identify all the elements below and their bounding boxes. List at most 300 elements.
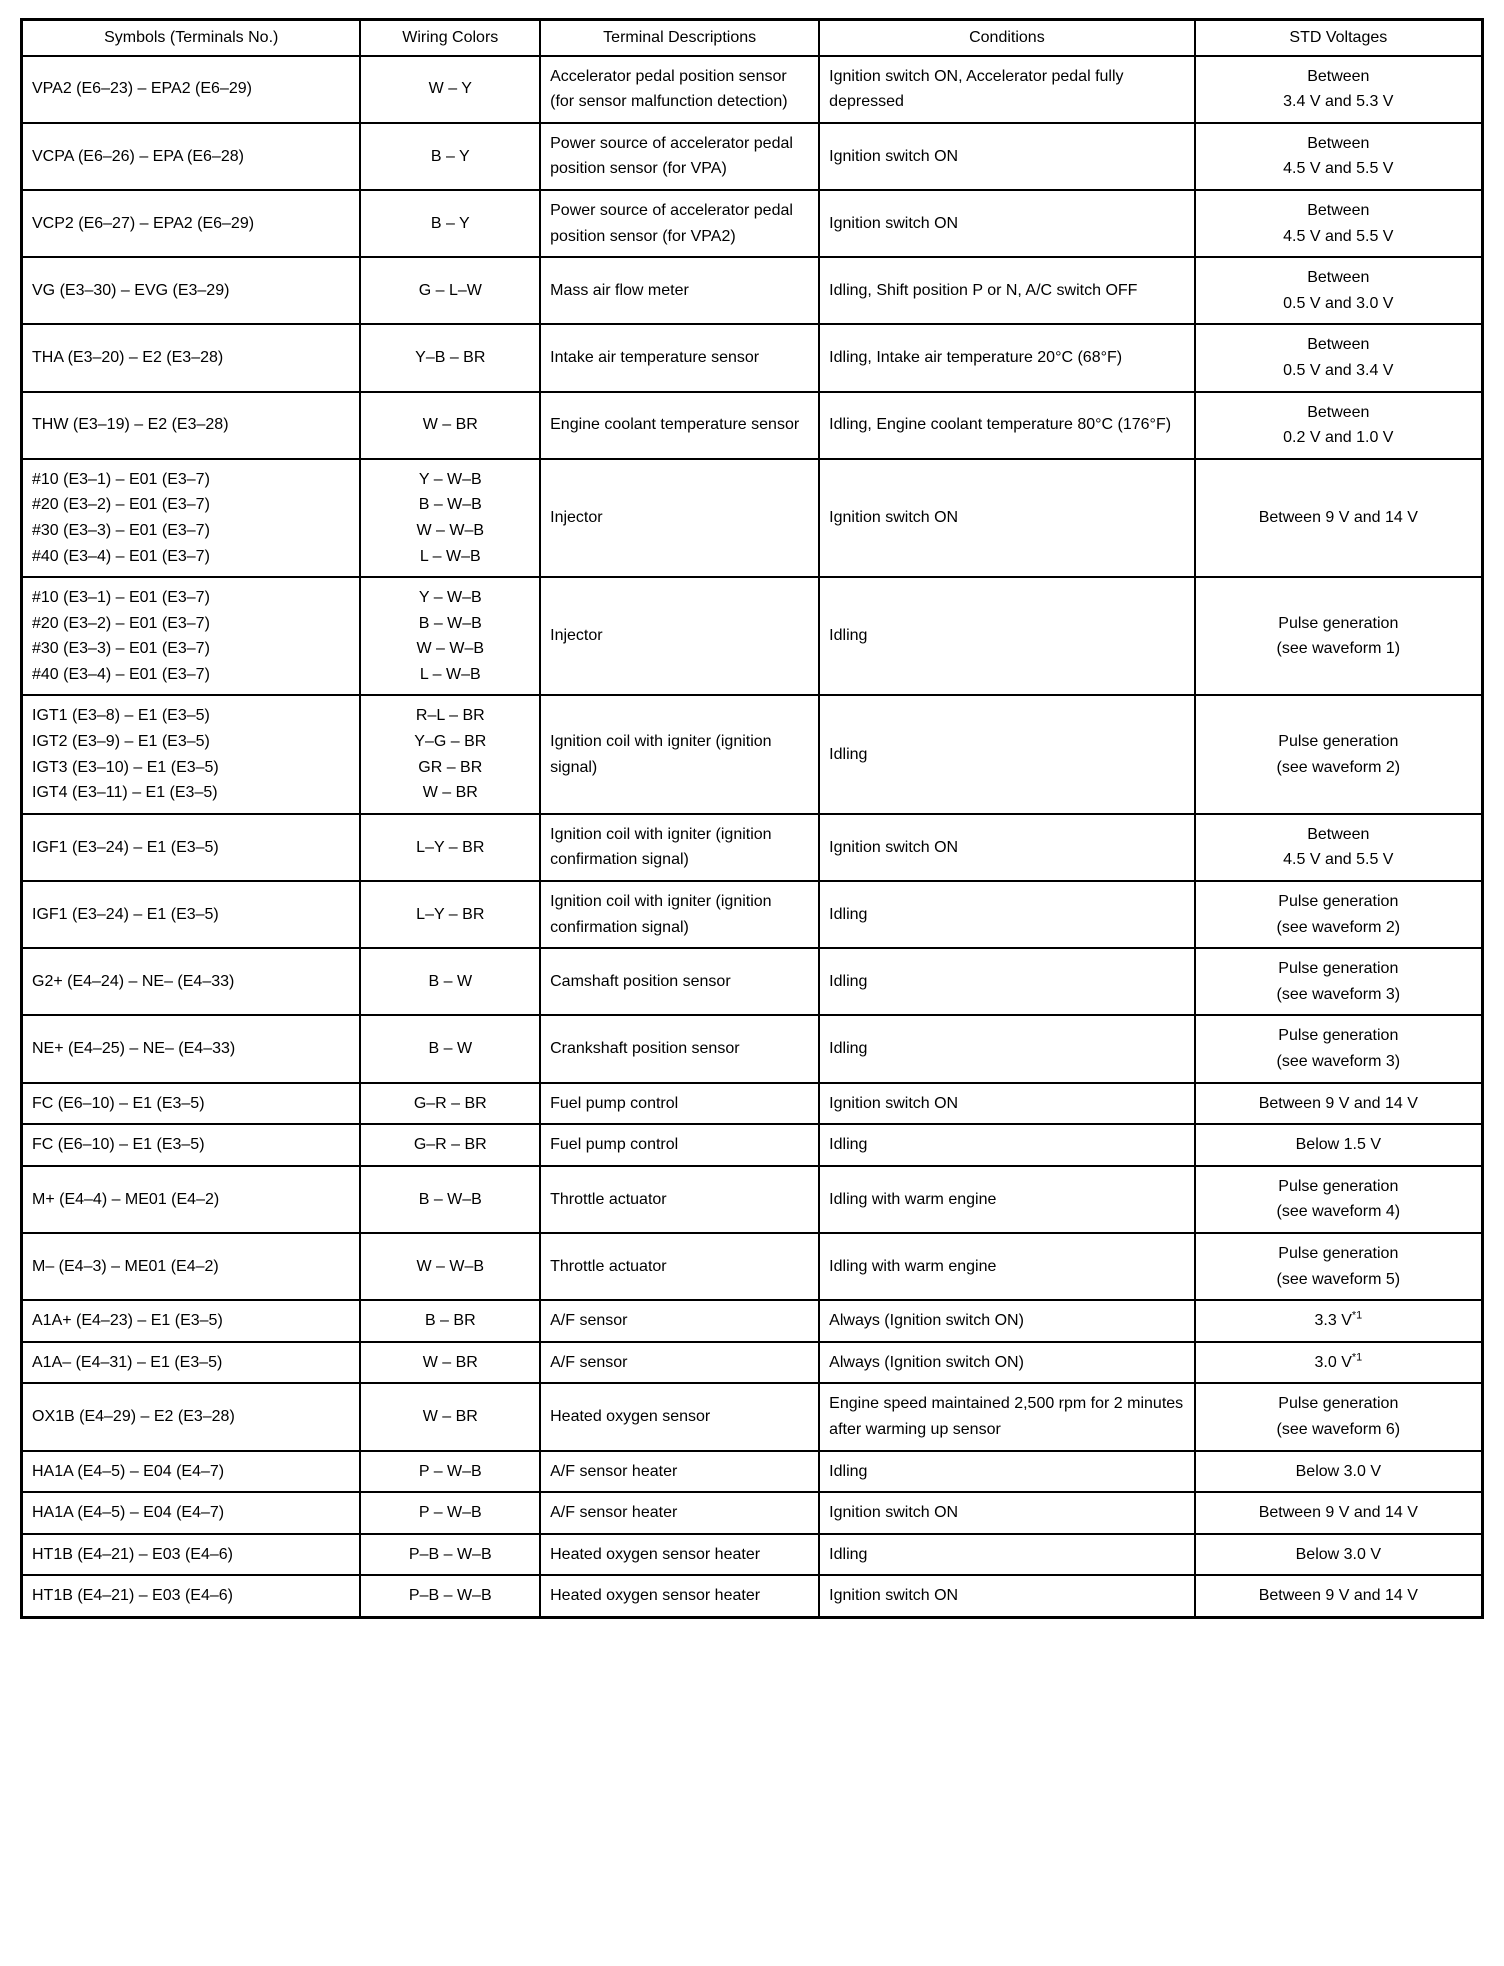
cell-line: A/F sensor heater (550, 1504, 678, 1522)
table-row (22, 577, 1483, 695)
cell-line: (see waveform 5) (1276, 1270, 1401, 1288)
cell-symbols (22, 1083, 361, 1125)
cell-line: Idling (829, 905, 868, 923)
cell-line: VPA2 (E6–23) – EPA2 (E6–29) (32, 80, 252, 98)
cell-conditions (819, 1124, 1194, 1166)
cell-wiring (360, 1083, 540, 1125)
cell-wiring (360, 1166, 540, 1233)
cell-line: Below 1.5 V (1295, 1136, 1382, 1154)
cell-description (540, 1233, 819, 1300)
cell-line: Idling, Shift position P or N, A/C switch OFF (829, 281, 1138, 299)
table-row (22, 190, 1483, 257)
cell-voltage (1195, 881, 1483, 948)
cell-line: Y–B – BR (415, 349, 486, 367)
cell-line: Between 9 V and 14 V (1258, 1094, 1418, 1112)
cell-voltage (1195, 1124, 1483, 1166)
cell-line: A/F sensor (550, 1353, 628, 1371)
cell-line: Between (1307, 201, 1370, 219)
table-body (22, 56, 1483, 1618)
cell-line: (see waveform 2) (1276, 918, 1401, 936)
cell-wiring (360, 1233, 540, 1300)
cell-symbols (22, 190, 361, 257)
cell-symbols (22, 1015, 361, 1082)
cell-line: IGT4 (E3–11) – E1 (E3–5) (32, 784, 218, 802)
cell-line: Ignition coil with igniter (ignition signal) (550, 733, 772, 776)
cell-line: G–R – BR (413, 1094, 487, 1112)
cell-symbols (22, 1534, 361, 1576)
cell-line: Between (1307, 134, 1370, 152)
cell-description (540, 814, 819, 881)
cell-line: W – BR (422, 1353, 478, 1371)
table-row (22, 881, 1483, 948)
cell-wiring (360, 459, 540, 577)
cell-conditions (819, 392, 1194, 459)
cell-symbols (22, 324, 361, 391)
table-header-row (22, 20, 1483, 56)
cell-voltage (1195, 577, 1483, 695)
cell-line: Fuel pump control (550, 1094, 679, 1112)
cell-symbols (22, 56, 361, 123)
cell-line: Ignition switch ON (829, 1504, 959, 1522)
cell-line: Idling (829, 745, 868, 763)
cell-line: Between (1307, 403, 1370, 421)
table-row (22, 1342, 1483, 1384)
cell-voltage (1195, 1383, 1483, 1450)
cell-line: P–B – W–B (408, 1587, 492, 1605)
column-header-wiring: Wiring Colors (360, 20, 540, 56)
cell-line: G2+ (E4–24) – NE– (E4–33) (32, 973, 235, 991)
cell-wiring (360, 695, 540, 813)
cell-symbols (22, 1300, 361, 1342)
table-row (22, 695, 1483, 813)
table-row (22, 1300, 1483, 1342)
cell-line: (see waveform 3) (1276, 985, 1401, 1003)
cell-conditions (819, 695, 1194, 813)
cell-line: Mass air flow meter (550, 281, 689, 299)
table-row (22, 1451, 1483, 1493)
cell-line: Heated oxygen sensor heater (550, 1587, 761, 1605)
cell-line: (see waveform 4) (1276, 1203, 1401, 1221)
cell-line: VCPA (E6–26) – EPA (E6–28) (32, 147, 244, 165)
cell-line: IGF1 (E3–24) – E1 (E3–5) (32, 905, 219, 923)
cell-line: Intake air temperature sensor (550, 349, 760, 367)
cell-line: Y – W–B (418, 470, 482, 488)
cell-description (540, 1534, 819, 1576)
cell-conditions (819, 881, 1194, 948)
cell-description (540, 1492, 819, 1534)
cell-voltage (1195, 695, 1483, 813)
column-header-conditions: Conditions (819, 20, 1194, 56)
cell-conditions (819, 324, 1194, 391)
voltage-value: 3.0 V (1314, 1353, 1352, 1371)
cell-line: Heated oxygen sensor (550, 1408, 711, 1426)
table-row (22, 324, 1483, 391)
cell-line: (see waveform 2) (1276, 758, 1401, 776)
cell-description (540, 1015, 819, 1082)
cell-conditions (819, 1166, 1194, 1233)
cell-line: W – BR (422, 1408, 478, 1426)
footnote-marker: *1 (1351, 1309, 1363, 1322)
cell-line: Pulse generation (1278, 1027, 1399, 1045)
cell-conditions (819, 123, 1194, 190)
cell-line: P – W–B (418, 1504, 482, 1522)
cell-description (540, 459, 819, 577)
cell-line: B – W–B (418, 1190, 482, 1208)
cell-conditions (819, 1492, 1194, 1534)
cell-line: #10 (E3–1) – E01 (E3–7) (32, 470, 210, 488)
cell-line: Idling (829, 1545, 868, 1563)
cell-line: G–R – BR (413, 1136, 487, 1154)
table-row (22, 123, 1483, 190)
cell-voltage (1195, 392, 1483, 459)
cell-voltage (1195, 123, 1483, 190)
cell-voltage (1195, 1342, 1483, 1384)
column-header-symbols: Symbols (Terminals No.) (22, 20, 361, 56)
cell-symbols (22, 257, 361, 324)
cell-line: 0.2 V and 1.0 V (1283, 429, 1394, 447)
cell-line: Pulse generation (1278, 1395, 1399, 1413)
cell-line: Engine speed maintained 2,500 rpm for 2 minutes after warming up sensor (829, 1395, 1184, 1438)
cell-description (540, 392, 819, 459)
cell-line: Engine coolant temperature sensor (550, 416, 800, 434)
cell-voltage (1195, 324, 1483, 391)
cell-symbols (22, 123, 361, 190)
cell-line: B – BR (424, 1312, 476, 1330)
table-row (22, 459, 1483, 577)
cell-line: M+ (E4–4) – ME01 (E4–2) (32, 1190, 220, 1208)
cell-line: W – Y (428, 80, 472, 98)
cell-line: Ignition switch ON (829, 838, 959, 856)
cell-line: P – W–B (418, 1462, 482, 1480)
cell-line: Idling (829, 1136, 868, 1154)
cell-line: Ignition switch ON (829, 509, 959, 527)
cell-line: THW (E3–19) – E2 (E3–28) (32, 416, 229, 434)
cell-line: L–Y – BR (416, 905, 485, 923)
table-row (22, 56, 1483, 123)
cell-line: Idling, Engine coolant temperature 80°C (176°F) (829, 416, 1172, 434)
cell-line: 4.5 V and 5.5 V (1283, 227, 1394, 245)
cell-conditions (819, 1015, 1194, 1082)
cell-line: Ignition switch ON, Accelerator pedal fully depressed (829, 67, 1124, 111)
cell-line: Idling (829, 1462, 868, 1480)
cell-symbols (22, 1124, 361, 1166)
cell-line: Ignition switch ON (829, 1094, 959, 1112)
cell-line: #30 (E3–3) – E01 (E3–7) (32, 640, 210, 658)
cell-line: FC (E6–10) – E1 (E3–5) (32, 1094, 205, 1112)
cell-line: HA1A (E4–5) – E04 (E4–7) (32, 1504, 225, 1522)
cell-conditions (819, 1300, 1194, 1342)
cell-voltage (1195, 56, 1483, 123)
cell-line: Crankshaft position sensor (550, 1040, 740, 1058)
cell-line: Always (Ignition switch ON) (829, 1312, 1024, 1330)
cell-symbols (22, 1383, 361, 1450)
cell-symbols (22, 1233, 361, 1300)
cell-wiring (360, 1300, 540, 1342)
cell-wiring (360, 1534, 540, 1576)
cell-line: #20 (E3–2) – E01 (E3–7) (32, 496, 210, 514)
cell-line: Power source of accelerator pedal position sensor (for VPA) (550, 134, 793, 178)
cell-line: FC (E6–10) – E1 (E3–5) (32, 1136, 205, 1154)
cell-line: Pulse generation (1278, 893, 1399, 911)
cell-description (540, 1300, 819, 1342)
cell-line: IGT1 (E3–8) – E1 (E3–5) (32, 707, 210, 725)
cell-line: #10 (E3–1) – E01 (E3–7) (32, 589, 210, 607)
terminal-voltage-table (20, 18, 1484, 1619)
cell-line: 4.5 V and 5.5 V (1283, 851, 1394, 869)
cell-symbols (22, 814, 361, 881)
cell-line: Between 9 V and 14 V (1258, 509, 1418, 527)
cell-voltage (1195, 1534, 1483, 1576)
cell-description (540, 695, 819, 813)
cell-conditions (819, 190, 1194, 257)
cell-line: THA (E3–20) – E2 (E3–28) (32, 349, 224, 367)
cell-description (540, 1166, 819, 1233)
cell-line: W – W–B (416, 640, 485, 658)
cell-wiring (360, 392, 540, 459)
cell-wiring (360, 123, 540, 190)
cell-voltage (1195, 814, 1483, 881)
cell-wiring (360, 190, 540, 257)
cell-line: A1A– (E4–31) – E1 (E3–5) (32, 1353, 223, 1371)
cell-line: W – W–B (416, 521, 485, 539)
cell-conditions (819, 459, 1194, 577)
cell-line: IGT2 (E3–9) – E1 (E3–5) (32, 733, 210, 751)
cell-wiring (360, 1342, 540, 1384)
cell-line: NE+ (E4–25) – NE– (E4–33) (32, 1040, 236, 1058)
cell-wiring (360, 814, 540, 881)
cell-line (1205, 1350, 1472, 1376)
cell-line: #40 (E3–4) – E01 (E3–7) (32, 547, 210, 565)
cell-line: Camshaft position sensor (550, 973, 731, 991)
cell-wiring (360, 257, 540, 324)
cell-voltage (1195, 1575, 1483, 1617)
cell-line: (see waveform 3) (1276, 1053, 1401, 1070)
cell-line: B – W (428, 1040, 473, 1058)
cell-symbols (22, 459, 361, 577)
cell-line: Ignition switch ON (829, 147, 959, 165)
footnote-marker: *1 (1351, 1351, 1363, 1364)
cell-line: L–Y – BR (416, 838, 485, 856)
cell-voltage (1195, 1492, 1483, 1534)
cell-line: B – W–B (418, 496, 482, 514)
cell-line: Throttle actuator (550, 1257, 667, 1275)
cell-line: HA1A (E4–5) – E04 (E4–7) (32, 1462, 225, 1480)
cell-conditions (819, 1233, 1194, 1300)
cell-symbols (22, 695, 361, 813)
table-row (22, 392, 1483, 459)
cell-line: Pulse generation (1278, 1244, 1399, 1262)
cell-line: Below 3.0 V (1295, 1462, 1382, 1480)
cell-line: Heated oxygen sensor heater (550, 1545, 761, 1563)
cell-conditions (819, 257, 1194, 324)
cell-wiring (360, 1015, 540, 1082)
cell-line: Idling (829, 973, 868, 991)
cell-wiring (360, 1492, 540, 1534)
cell-description (540, 881, 819, 948)
cell-line: B – Y (430, 147, 470, 165)
cell-voltage (1195, 190, 1483, 257)
voltage-value: 3.3 V (1314, 1312, 1352, 1330)
cell-line: Between (1307, 67, 1370, 85)
cell-line: Power source of accelerator pedal position sensor (for VPA2) (550, 201, 793, 245)
cell-symbols (22, 1342, 361, 1384)
cell-wiring (360, 1575, 540, 1617)
cell-conditions (819, 1534, 1194, 1576)
cell-line: Between 9 V and 14 V (1258, 1504, 1418, 1522)
cell-line: 0.5 V and 3.4 V (1283, 361, 1394, 379)
cell-line: #20 (E3–2) – E01 (E3–7) (32, 614, 210, 632)
cell-line: M– (E4–3) – ME01 (E4–2) (32, 1257, 219, 1275)
cell-symbols (22, 1492, 361, 1534)
cell-line: B – Y (430, 214, 470, 232)
cell-wiring (360, 1383, 540, 1450)
cell-line: Pulse generation (1278, 614, 1399, 632)
cell-line: Ignition switch ON (829, 1587, 959, 1605)
cell-line: G – L–W (418, 281, 482, 299)
cell-line: Between (1307, 825, 1370, 843)
cell-wiring (360, 881, 540, 948)
cell-line: Throttle actuator (550, 1190, 667, 1208)
cell-line: P–B – W–B (408, 1545, 492, 1563)
cell-voltage (1195, 1233, 1483, 1300)
cell-line: 4.5 V and 5.5 V (1283, 160, 1394, 178)
cell-line: Idling (829, 1040, 868, 1058)
cell-line: B – W (428, 973, 473, 991)
cell-voltage (1195, 1015, 1483, 1082)
table-row (22, 1124, 1483, 1166)
cell-line: Between (1307, 336, 1370, 354)
cell-line: R–L – BR (415, 707, 485, 725)
cell-line: GR – BR (418, 758, 483, 776)
table-row (22, 1083, 1483, 1125)
cell-line: Ignition switch ON (829, 214, 959, 232)
cell-line: Injector (550, 627, 603, 645)
cell-voltage (1195, 257, 1483, 324)
cell-line (1205, 1308, 1472, 1334)
cell-line: Accelerator pedal position sensor (for sensor malfunction detection) (550, 67, 788, 111)
cell-wiring (360, 324, 540, 391)
cell-line: 3.4 V and 5.3 V (1283, 93, 1394, 111)
cell-line: Always (Ignition switch ON) (829, 1353, 1024, 1371)
cell-voltage (1195, 1300, 1483, 1342)
cell-line: Injector (550, 509, 603, 527)
cell-conditions (819, 1575, 1194, 1617)
cell-conditions (819, 1451, 1194, 1493)
cell-line: B – W–B (418, 614, 482, 632)
cell-conditions (819, 577, 1194, 695)
table-row (22, 1534, 1483, 1576)
cell-line: A/F sensor (550, 1312, 628, 1330)
cell-wiring (360, 1451, 540, 1493)
cell-line: 0.5 V and 3.0 V (1283, 294, 1394, 312)
cell-description (540, 1575, 819, 1617)
table-row (22, 1233, 1483, 1300)
cell-line: Idling with warm engine (829, 1190, 997, 1208)
cell-conditions (819, 1083, 1194, 1125)
cell-description (540, 1451, 819, 1493)
cell-line: Y – W–B (418, 589, 482, 607)
cell-symbols (22, 948, 361, 1015)
cell-line: W – BR (422, 416, 478, 434)
cell-line: VG (E3–30) – EVG (E3–29) (32, 281, 230, 299)
cell-symbols (22, 881, 361, 948)
column-header-description: Terminal Descriptions (540, 20, 819, 56)
cell-voltage (1195, 948, 1483, 1015)
cell-conditions (819, 948, 1194, 1015)
cell-description (540, 123, 819, 190)
cell-description (540, 1083, 819, 1125)
cell-line: L – W–B (419, 547, 481, 565)
cell-description (540, 948, 819, 1015)
cell-line: (see waveform 1) (1276, 640, 1401, 658)
cell-conditions (819, 1342, 1194, 1384)
cell-line: #30 (E3–3) – E01 (E3–7) (32, 521, 210, 539)
cell-symbols (22, 577, 361, 695)
cell-wiring (360, 56, 540, 123)
cell-voltage (1195, 1166, 1483, 1233)
cell-line: W – W–B (416, 1257, 485, 1275)
cell-wiring (360, 1124, 540, 1166)
table-row (22, 1166, 1483, 1233)
cell-conditions (819, 1383, 1194, 1450)
table-row (22, 948, 1483, 1015)
table-row (22, 814, 1483, 881)
cell-line: A/F sensor heater (550, 1462, 678, 1480)
cell-line: Idling (829, 627, 868, 645)
cell-voltage (1195, 1083, 1483, 1125)
cell-description (540, 190, 819, 257)
table-row (22, 257, 1483, 324)
cell-symbols (22, 1166, 361, 1233)
cell-wiring (360, 577, 540, 695)
cell-line: Ignition coil with igniter (ignition confirmation signal) (550, 893, 772, 936)
cell-line: OX1B (E4–29) – E2 (E3–28) (32, 1408, 235, 1426)
table-row (22, 1492, 1483, 1534)
cell-symbols (22, 1575, 361, 1617)
cell-line: HT1B (E4–21) – E03 (E4–6) (32, 1587, 233, 1605)
table-row (22, 1575, 1483, 1617)
cell-line: Idling, Intake air temperature 20°C (68°F) (829, 349, 1123, 367)
cell-description (540, 56, 819, 123)
cell-line: IGT3 (E3–10) – E1 (E3–5) (32, 758, 219, 776)
cell-line: L – W–B (419, 665, 481, 683)
cell-line: Between (1307, 269, 1370, 287)
cell-description (540, 1124, 819, 1166)
cell-line: Below 3.0 V (1295, 1545, 1382, 1563)
cell-description (540, 1342, 819, 1384)
column-header-voltage: STD Voltages (1195, 20, 1483, 56)
cell-line: Pulse generation (1278, 960, 1399, 978)
cell-voltage (1195, 459, 1483, 577)
cell-line: Between 9 V and 14 V (1258, 1587, 1418, 1605)
cell-line: IGF1 (E3–24) – E1 (E3–5) (32, 838, 219, 856)
cell-symbols (22, 392, 361, 459)
table-row (22, 1015, 1483, 1082)
cell-voltage (1195, 1451, 1483, 1493)
cell-symbols (22, 1451, 361, 1493)
cell-line: Ignition coil with igniter (ignition confirmation signal) (550, 825, 772, 869)
cell-description (540, 577, 819, 695)
table-row (22, 1383, 1483, 1450)
cell-line: W – BR (422, 784, 478, 802)
cell-line: Pulse generation (1278, 1177, 1399, 1195)
cell-line: Y–G – BR (414, 733, 487, 751)
cell-line: (see waveform 6) (1276, 1420, 1401, 1438)
cell-wiring (360, 948, 540, 1015)
cell-conditions (819, 56, 1194, 123)
cell-line: Fuel pump control (550, 1136, 679, 1154)
cell-line: HT1B (E4–21) – E03 (E4–6) (32, 1545, 233, 1563)
